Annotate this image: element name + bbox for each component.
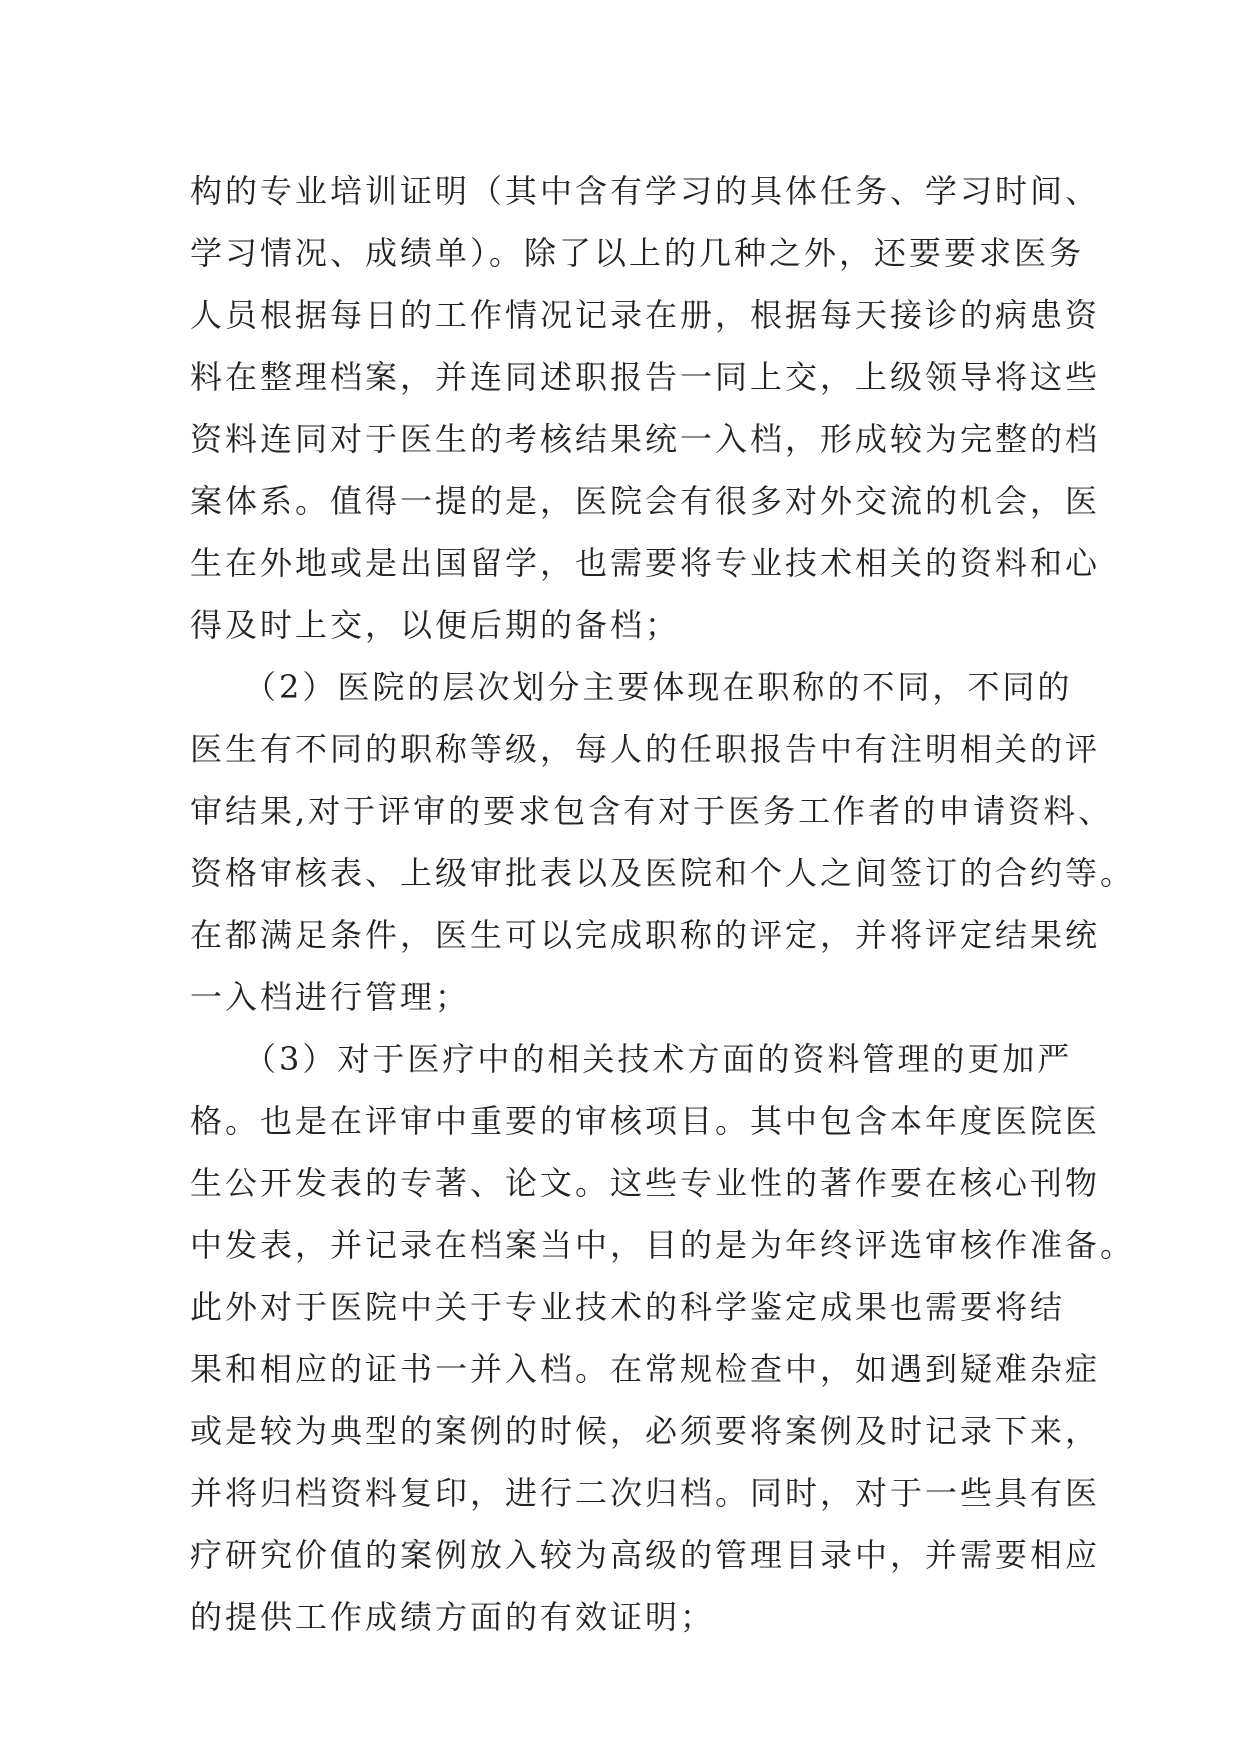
text-line: 的提供工作成绩方面的有效证明； xyxy=(190,1598,716,1636)
paragraph-3-first-line: （3）对于医疗中的相关技术方面的资料管理的更加严 xyxy=(190,1040,1073,1078)
paragraph-2-first-line: （2）医院的层次划分主要体现在职称的不同，不同的 xyxy=(190,668,1073,706)
text-line: 在都满足条件，医生可以完成职称的评定，并将评定结果统 xyxy=(190,916,1101,954)
text-line: 料在整理档案，并连同述职报告一同上交，上级领导将这些 xyxy=(190,358,1101,396)
body-text xyxy=(190,160,1136,1648)
text-line: 构的专业培训证明（其中含有学习的具体任务、学习时间、 xyxy=(190,172,1101,210)
text-line: 格。也是在评审中重要的审核项目。其中包含本年度医院医 xyxy=(190,1102,1101,1140)
text-line: 疗研究价值的案例放入较为高级的管理目录中，并需要相应 xyxy=(190,1536,1101,1574)
text-line: 中发表，并记录在档案当中，目的是为年终评选审核作准备。 xyxy=(190,1226,1136,1264)
text-line: 学习情况、成绩单）。除了以上的几种之外，还要要求医务 xyxy=(190,234,1085,272)
text-line: 案体系。值得一提的是，医院会有很多对外交流的机会，医 xyxy=(190,482,1101,520)
text-line: 资料连同对于医生的考核结果统一入档，形成较为完整的档 xyxy=(190,420,1101,458)
text-line: 果和相应的证书一并入档。在常规检查中，如遇到疑难杂症 xyxy=(190,1350,1101,1388)
text-line: 资格审核表、上级审批表以及医院和个人之间签订的合约等。 xyxy=(190,854,1136,892)
text-line: 一入档进行管理； xyxy=(190,978,471,1016)
text-line: 生公开发表的专著、论文。这些专业性的著作要在核心刊物 xyxy=(190,1164,1101,1202)
text-line: 审结果,对于评审的要求包含有对于医务工作者的申请资料、 xyxy=(190,792,1114,830)
text-line: 人员根据每日的工作情况记录在册，根据每天接诊的病患资 xyxy=(190,296,1101,334)
text-line: 或是较为典型的案例的时候，必须要将案例及时记录下来， xyxy=(190,1412,1101,1450)
text-line: 此外对于医院中关于专业技术的科学鉴定成果也需要将结 xyxy=(190,1288,1066,1326)
text-line: 并将归档资料复印，进行二次归档。同时，对于一些具有医 xyxy=(190,1474,1101,1512)
text-line: 生在外地或是出国留学，也需要将专业技术相关的资料和心 xyxy=(190,544,1101,582)
text-line: 医生有不同的职称等级，每人的任职报告中有注明相关的评 xyxy=(190,730,1101,768)
text-line: 得及时上交，以便后期的备档； xyxy=(190,606,681,644)
